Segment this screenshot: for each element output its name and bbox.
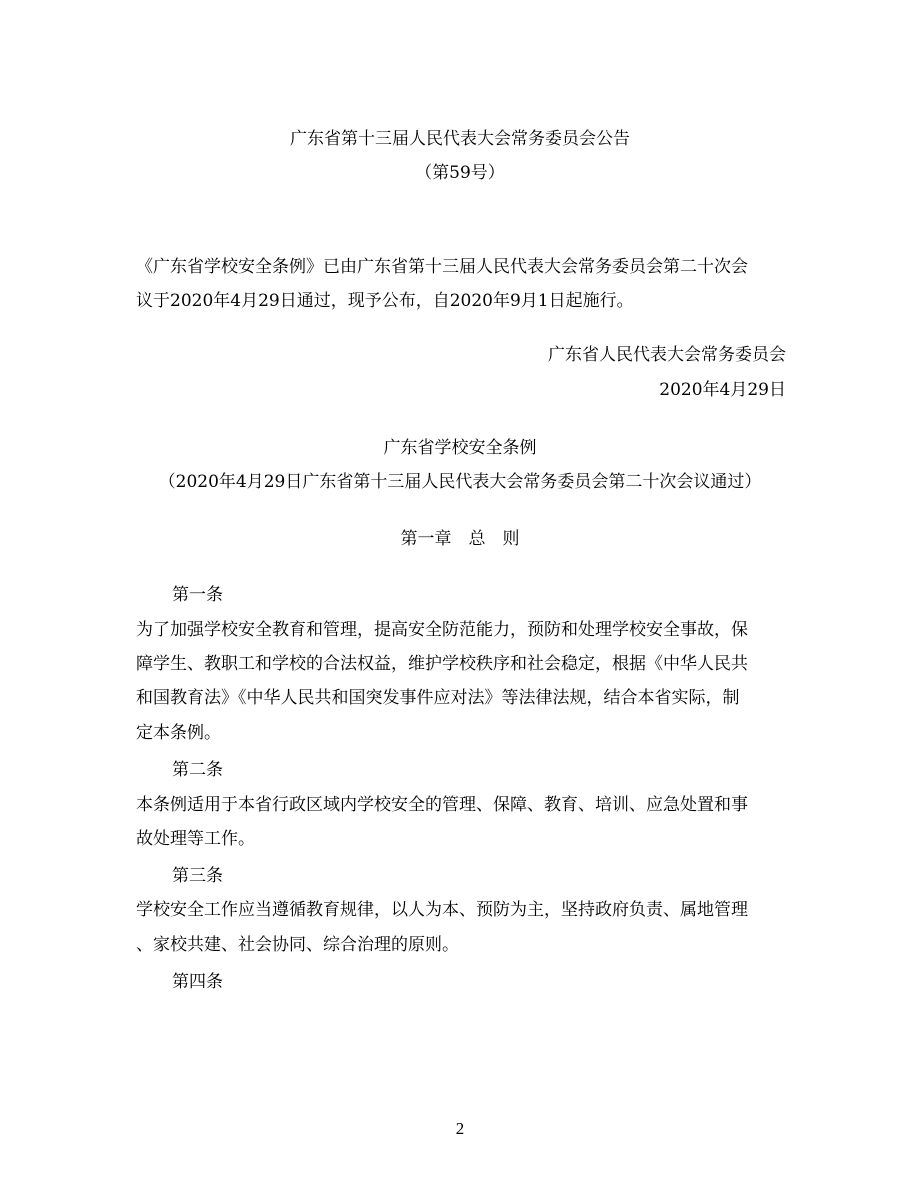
page-number: 2 (455, 1119, 465, 1138)
article-line: 本条例适用于本省行政区域内学校安全的管理、保障、教育、培训、应急处置和事 (136, 795, 748, 815)
notice-signer: 广东省人民代表大会常务委员会 (548, 345, 786, 365)
notice-body-line: 《广东省学校安全条例》已由广东省第十三届人民代表大会常务委员会第二十次会 (136, 257, 748, 277)
regulation-title: 广东省学校安全条例 (383, 438, 537, 458)
article-line: 为了加强学校安全教育和管理，提高安全防范能力，预防和处理学校安全事故，保 (136, 620, 748, 640)
regulation-subtitle: （2020年4月29日广东省第十三届人民代表大会常务委员会第二十次会议通过） (158, 472, 762, 492)
notice-title: 广东省第十三届人民代表大会常务委员会公告 (290, 129, 630, 149)
article-heading: 第二条 (172, 760, 223, 780)
article-line: 和国教育法》《中华人民共和国突发事件应对法》等法律法规，结合本省实际，制 (136, 688, 740, 708)
article-line: 学校安全工作应当遵循教育规律，以人为本、预防为主，坚持政府负责、属地管理 (136, 900, 748, 920)
article-line: 故处理等工作。 (136, 829, 255, 849)
article-heading: 第一条 (172, 585, 223, 605)
article-heading: 第四条 (172, 972, 223, 992)
notice-date: 2020年4月29日 (659, 380, 786, 400)
article-heading: 第三条 (172, 866, 223, 886)
article-line: 障学生、教职工和学校的合法权益，维护学校秩序和社会稳定，根据《中华人民共 (136, 654, 748, 674)
article-line: 、家校共建、社会协同、综合治理的原则。 (136, 935, 459, 955)
chapter-heading: 第一章 总 则 (400, 529, 520, 549)
notice-number: （第59号） (415, 163, 505, 183)
article-line: 定本条例。 (136, 723, 221, 743)
notice-body-line: 议于2020年4月29日通过，现予公布，自2020年9月1日起施行。 (136, 291, 634, 311)
